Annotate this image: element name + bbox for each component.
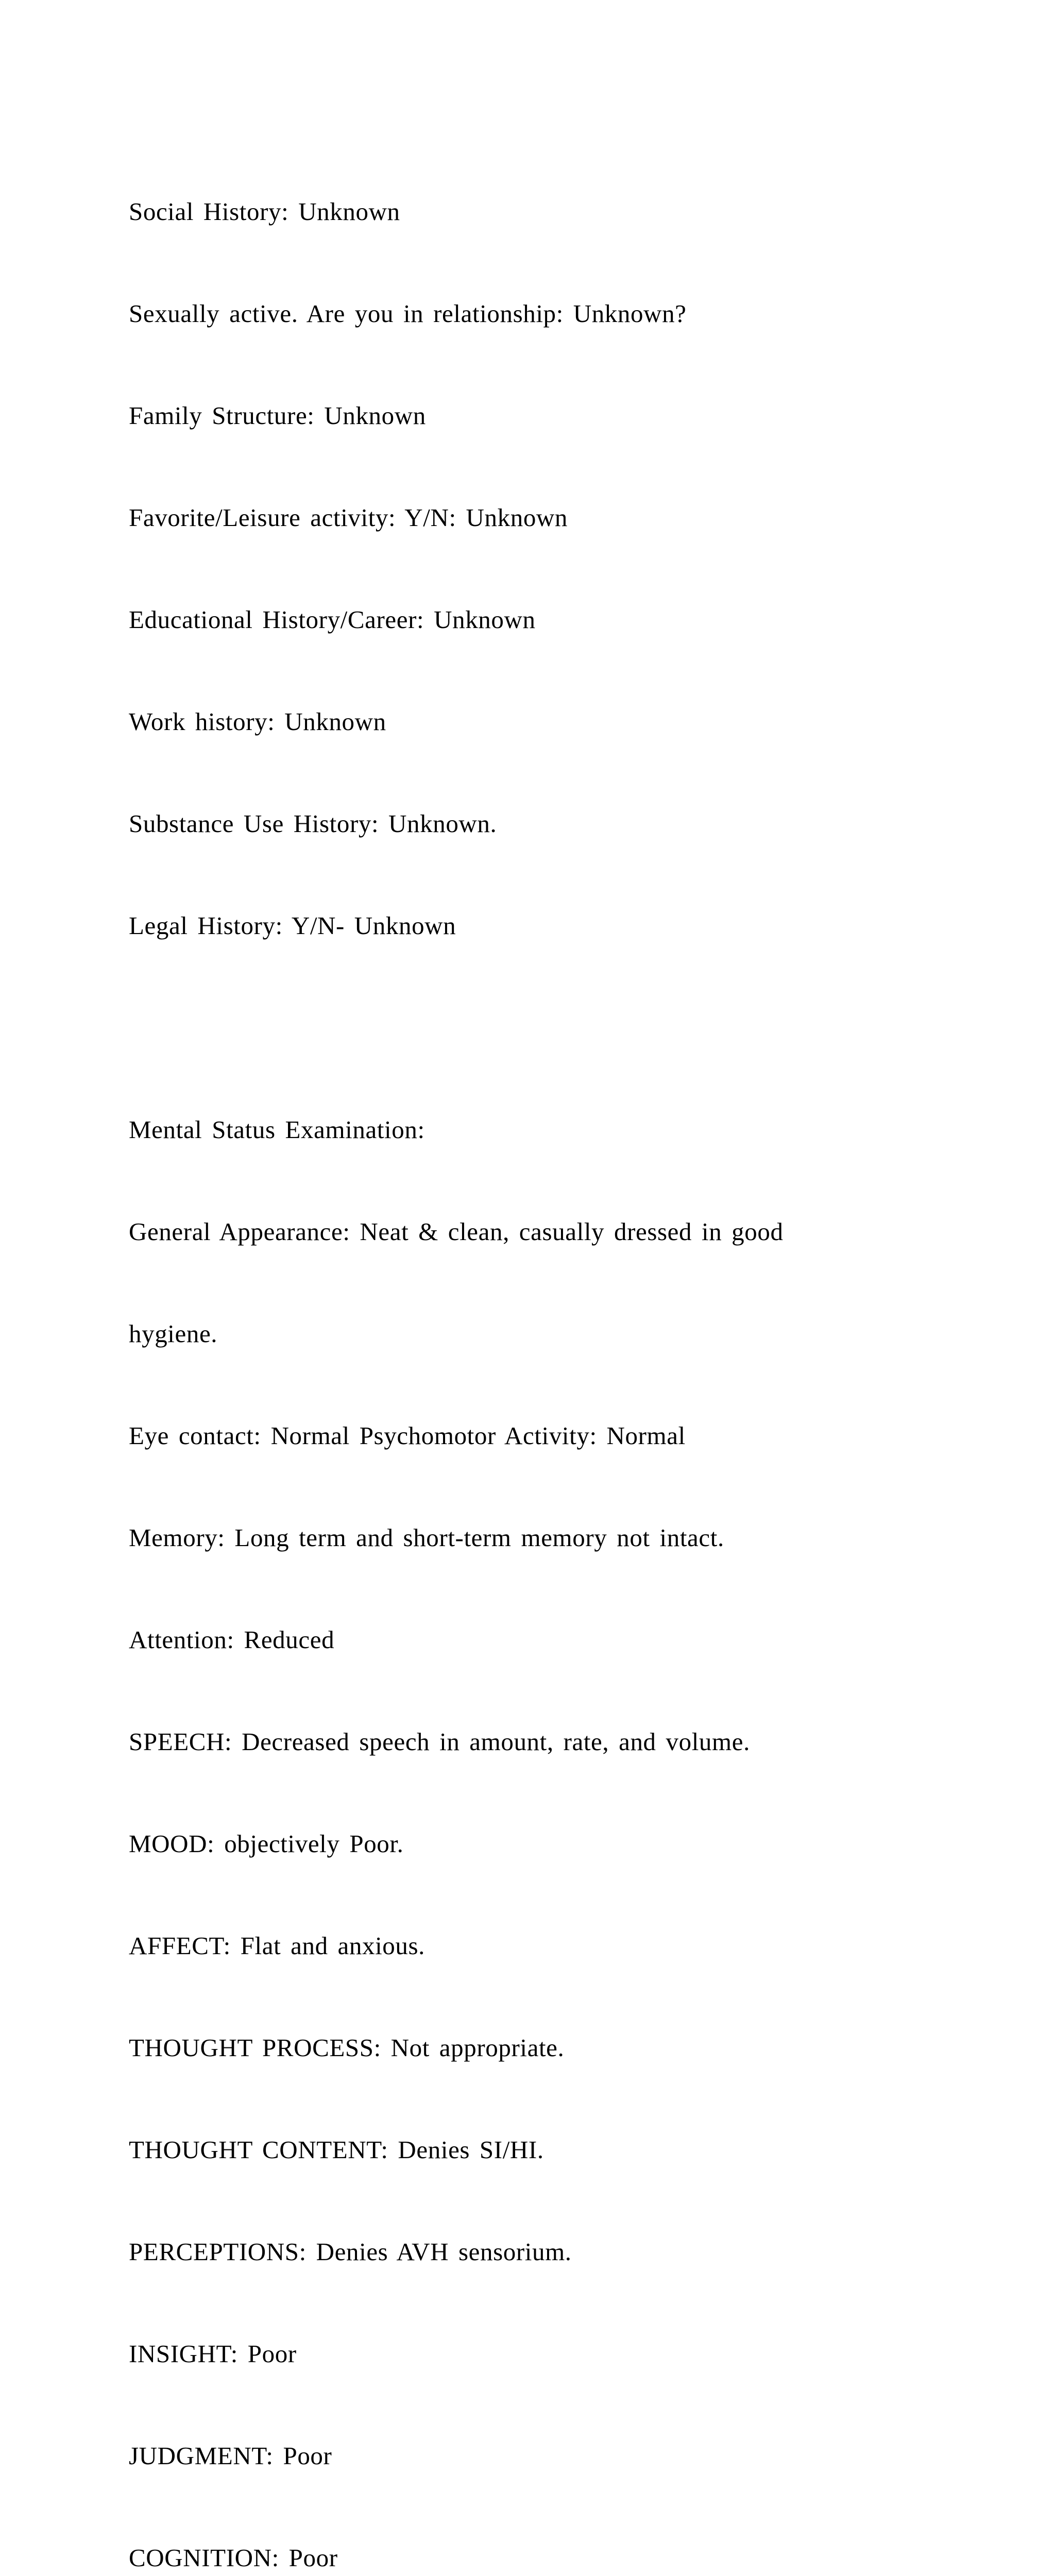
memory-line: Memory: Long term and short-term memory not intact. (129, 1523, 724, 1552)
thought-content-line: THOUGHT CONTENT: Denies SI/HI. (129, 2136, 544, 2164)
perceptions-line: PERCEPTIONS: Denies AVH sensorium. (129, 2238, 572, 2266)
section-spacer (129, 1011, 974, 1045)
cognition-line: COGNITION: Poor (129, 2544, 338, 2572)
work-history-line: Work history: Unknown (129, 707, 386, 736)
speech-line: SPEECH: Decreased speech in amount, rate, and volume. (129, 1727, 750, 1756)
document-body (129, 127, 974, 2576)
thought-process-line: THOUGHT PROCESS: Not appropriate. (129, 2033, 565, 2062)
leisure-activity-line: Favorite/Leisure activity: Y/N: Unknown (129, 503, 568, 532)
relationship-line: Sexually active. Are you in relationship: Unknown? (129, 299, 687, 328)
social-history-line: Social History: Unknown (129, 197, 400, 226)
legal-history-line: Legal History: Y/N- Unknown (129, 911, 456, 940)
general-appearance-line-cont: hygiene. (129, 1319, 218, 1348)
educational-history-line: Educational History/Career: Unknown (129, 605, 536, 634)
eye-contact-line: Eye contact: Normal Psychomotor Activity: Normal (129, 1421, 686, 1450)
mood-line: MOOD: objectively Poor. (129, 1829, 404, 1858)
judgment-line: JUDGMENT: Poor (129, 2442, 332, 2470)
affect-line: AFFECT: Flat and anxious. (129, 1931, 426, 1960)
substance-use-line: Substance Use History: Unknown. (129, 809, 497, 838)
mse-heading: Mental Status Examination: (129, 1115, 425, 1144)
general-appearance-line: General Appearance: Neat & clean, casually dressed in good (129, 1217, 784, 1246)
attention-line: Attention: Reduced (129, 1625, 335, 1654)
family-structure-line: Family Structure: Unknown (129, 401, 426, 430)
insight-line: INSIGHT: Poor (129, 2340, 297, 2368)
